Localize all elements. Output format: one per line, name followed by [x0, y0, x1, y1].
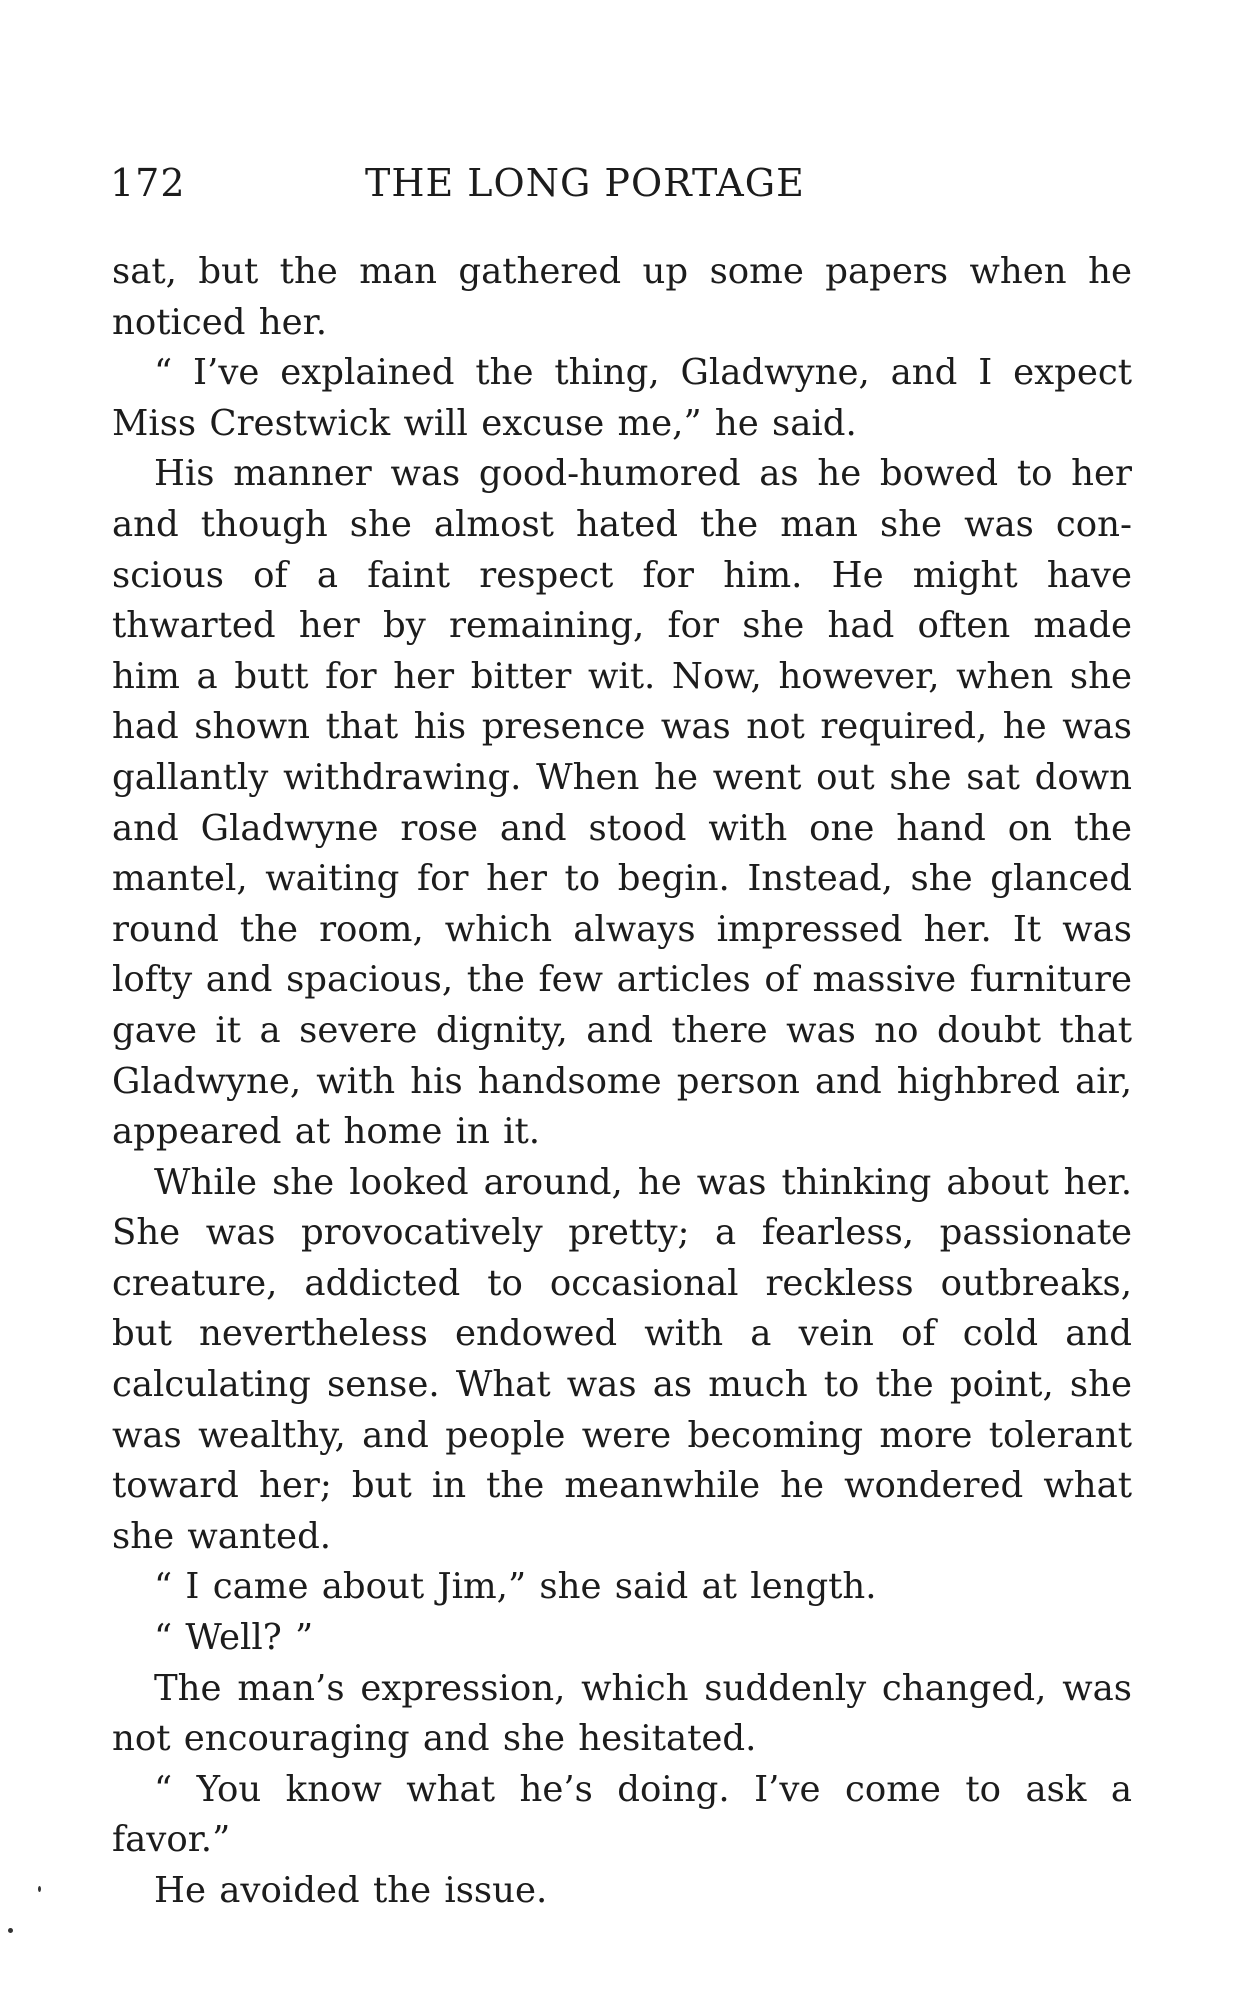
paragraph: sat, but the man gathered up some papers when he noticed her. [112, 251, 1132, 343]
paragraph: “ Well? ” [154, 1617, 314, 1659]
running-title: THE LONG PORTAGE [365, 161, 805, 205]
paragraph: He avoided the issue. [154, 1870, 548, 1911]
paragraph: While she looked around, he was thinking about her. She was provocatively pretty; a fearless, passionate creature, addicted to occasional reckless outbreaks, but nevertheless endowed with a vein of cold and calculating sense. What was as much to the point, she was wealthy, and people were becoming more tolerant toward her; but in the meanwhile he wondered what she wanted. [112, 1161, 1132, 1557]
paragraph: “ You know what he’s doing. I’ve come to ask a favor.” [112, 1768, 1132, 1861]
body-text [112, 247, 1132, 1917]
paragraph: “ I’ve explained the thing, Gladwyne, and I expect Miss Crestwick will excuse me,” he said. [112, 352, 1132, 444]
running-head [110, 158, 1132, 208]
print-speck [38, 1886, 41, 1892]
page-number: 172 [110, 161, 186, 205]
paragraph: “ I came about Jim,” she said at length. [154, 1566, 877, 1608]
paragraph: His manner was good-humored as he bowed to her and though she almost hated the man she was conscious of a faint respect for him. He might have thwarted her by remaining, for she had often made him a butt for her bitter wit. Now, however, when she had shown that his presence was not required, he was gallantly withdrawing. When he went out she sat down and Gladwyne rose and stood with one hand on the mantel, waiting for her to begin. Instead, she glanced round the room, which always impressed her. It was lofty and spacious, the few articles of massive furniture gave it a severe dignity, and there was no doubt that Gladwyne, with his handsome person and highbred air, appeared at home in it. [112, 453, 1132, 1153]
paragraph: The man’s expression, which suddenly changed, was not encouraging and she hesitated. [112, 1667, 1132, 1760]
print-speck [8, 1928, 13, 1933]
